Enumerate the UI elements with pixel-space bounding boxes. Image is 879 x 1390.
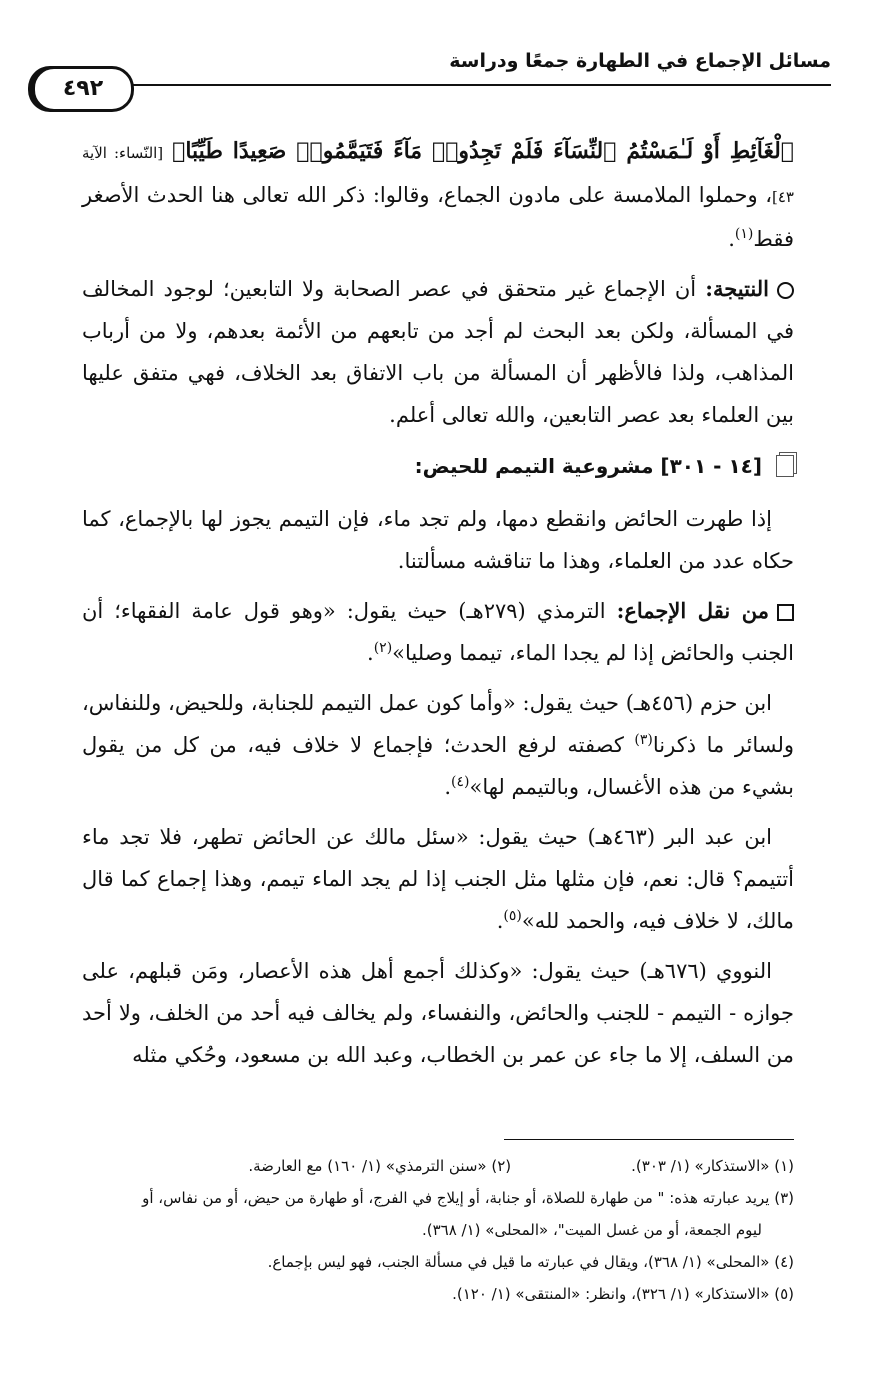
paragraph-result <box>82 268 794 436</box>
page-number: ٤٩٢ <box>32 66 134 112</box>
result-label: النتيجة: <box>705 276 769 301</box>
square-bullet-icon <box>777 604 794 621</box>
paragraph-text: إذا طهرت الحائض وانقطع دمها، ولم تجد ماء، فإن التيمم يجوز لها بالإجماع، كما حكاه عدد من العلماء، وهذا ما تناقشه مسألتنا. <box>82 507 794 573</box>
paragraph-text: الترمذي (٢٧٩هـ) حيث يقول: «وهو قول عامة الفقهاء؛ أن الجنب والحائض إذا لم يجدا الماء، تيمما وصليا» <box>82 599 794 665</box>
paragraph-intro <box>82 498 794 582</box>
footnote-divider <box>504 1139 794 1140</box>
paragraph-text: ابن حزم (٤٥٦هـ) حيث يقول: «وأما كون عمل التيمم للجنابة، وللحيض، وللنفاس، ولسائر ما ذكرنا <box>82 691 794 757</box>
footnote-marker: (٤) <box>451 774 470 790</box>
paragraph-text: أن الإجماع غير متحقق في عصر الصحابة ولا التابعين؛ لوجود المخالف في المسألة، ولكن بعد البحث لم أجد من تابعهم من الأئمة بعدهم، ولا من أرباب المذاهب، ولذا فالأظهر أن المسألة من باب الاتفاق بعد الخلاف، فهي متفق عليها بين العلماء بعد عصر التابعين، والله تعالى أعلم. <box>82 277 794 427</box>
header-rule <box>122 84 831 86</box>
page-body <box>82 130 794 1084</box>
paragraph-ibn-abd-al-barr: ابن عبد البر (٤٦٣هـ) حيث يقول: «سئل مالك عن الحائض تطهر، فلا تجد ماء أتتيمم؟ قال: نعم، فإن مثلها مثل الجنب إذا لم يجد الماء تيمم، وهذا إجماع كما قال مالك، لا خلاف فيه، والحمد لله»$^{(٥)}$. <box>82 825 794 933</box>
circle-bullet-icon <box>777 282 794 299</box>
footnote-marker: (٢) <box>373 640 393 656</box>
section-title: [١٤ - ٣٠١] مشروعية التيمم للحيض: <box>414 454 762 478</box>
paragraph-text: كصفته لرفع الحدث؛ فإجماع لا خلاف فيه، من كل من يقول بشيء من هذه الأغسال، وبالتيمم لها» <box>82 733 794 799</box>
page-header <box>32 44 831 104</box>
footnote-3-continued: ليوم الجمعة، أو من غسل الميت"، «المحلى» (١/ ٣٦٨). <box>421 1221 762 1239</box>
paragraph-transmitters: من نقل الإجماع: الترمذي (٢٧٩هـ) حيث يقول: «وهو قول عامة الفقهاء؛ أن الجنب والحائض إذا لم يجدا الماء، تيمما وصليا»$^{(٢)}$. <box>82 598 794 665</box>
footnote-5: (٥) «الاستذكار» (١/ ٣٢٦)، وانظر: «المنتقى» (١/ ١٢٠). <box>452 1285 794 1303</box>
paragraph-nawawi <box>82 950 794 1076</box>
footnote-4: (٤) «المحلى» (١/ ٣٦٨)، ويقال في عبارته ما قيل في مسألة الجنب، فهو ليس بإجماع. <box>267 1253 794 1271</box>
footnote-1: (١) «الاستذكار» (١/ ٣٠٣). <box>631 1157 794 1175</box>
paragraph-ibn-hazm: ابن حزم (٤٥٦هـ) حيث يقول: «وأما كون عمل التيمم للجنابة، وللحيض، وللنفاس، ولسائر ما ذكرنا$^{(٣)}$ كصفته لرفع الحدث؛ فإجماع لا خلاف فيه، من كل من يقول بشيء من هذه الأغسال، وبالتيمم لها»$^{(٤)}$. <box>82 691 794 799</box>
transmitters-label: من نقل الإجماع: <box>616 598 770 623</box>
footnote-marker: (٣) <box>634 732 653 748</box>
footnote-marker: (١) <box>734 226 754 242</box>
footnotes <box>82 1150 794 1310</box>
footnote-marker: (٥) <box>503 908 522 924</box>
running-title: مسائل الإجماع في الطهارة جمعًا ودراسة <box>449 50 831 72</box>
quran-verse: ٱلْغَآئِطِ أَوْ لَـٰمَسْتُمُ ٱلنِّسَآءَ فَلَمْ تَجِدُوا۟ مَآءً فَتَيَمَّمُوا۟ صَعِيدًا طَيِّبًا﴾ <box>172 138 794 164</box>
paragraph-text: النووي (٦٧٦هـ) حيث يقول: «وكذلك أجمع أهل هذه الأعصار، ومَن قبلهم، على جوازه - التيمم - للجنب والحائض، والنفساء، ولم يخالف فيه أحد من الخلف، ولا أحد من السلف، إلا ما جاء عن عمر بن الخطاب، وعبد الله بن مسعود، وحُكي مثله <box>82 959 794 1067</box>
footnote-row <box>82 1150 794 1182</box>
section-heading <box>82 444 794 488</box>
footnote-2: (٢) «سنن الترمذي» (١/ ١٦٠) مع العارضة. <box>248 1157 512 1175</box>
verse-reference: [النّساء: الآية ٤٣] <box>82 144 794 206</box>
paragraph-text: ابن عبد البر (٤٦٣هـ) حيث يقول: «سئل مالك عن الحائض تطهر، فلا تجد ماء أتتيمم؟ قال: نعم، فإن مثلها مثل الجنب إذا لم يجد الماء تيمم، وهذا إجماع كما قال مالك، لا خلاف فيه، والحمد لله» <box>82 825 794 933</box>
paragraph-quran: ٱلْغَآئِطِ أَوْ لَـٰمَسْتُمُ ٱلنِّسَآءَ فَلَمْ تَجِدُوا۟ مَآءً فَتَيَمَّمُوا۟ صَعِيدًا طَيِّبًا﴾ [النّساء: الآية ٤٣]، وحملوا الملامسة على مادون الجماع، وقالوا: ذكر الله تعالى هنا الحدث الأصغر فقط$^{(١)}$. <box>82 138 794 251</box>
paragraph-text: ، وحملوا الملامسة على مادون الجماع، وقالوا: ذكر الله تعالى هنا الحدث الأصغر فقط <box>82 183 794 251</box>
footnote-3: (٣) يريد عبارته هذه: " من طهارة للصلاة، أو جنابة، أو إيلاج في الفرج، أو طهارة من حيض، أو من نفاس، أو <box>142 1189 794 1207</box>
document-icon <box>776 455 794 477</box>
